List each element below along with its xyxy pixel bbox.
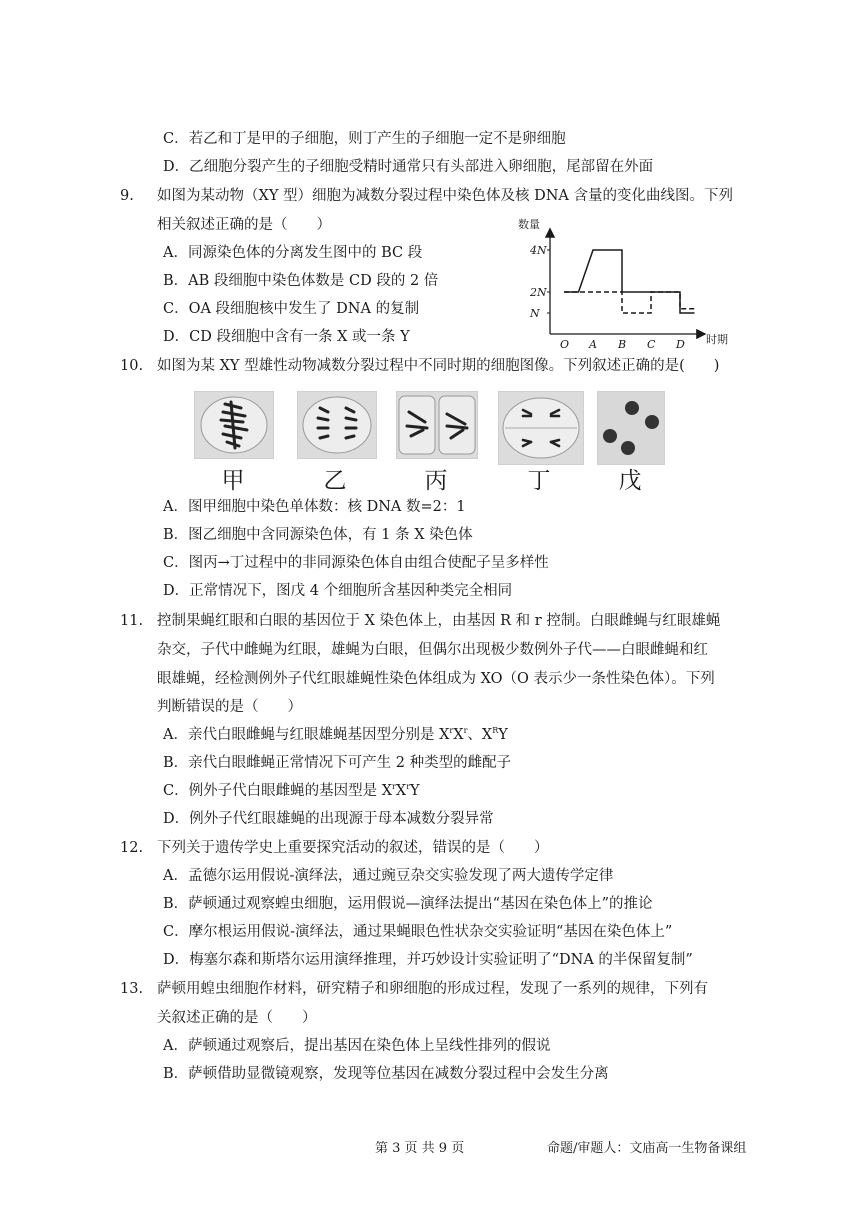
q9-number: 9. xyxy=(120,188,134,204)
cell-label-ding: 丁 xyxy=(527,468,551,494)
q9-stem-line1: 如图为某动物（XY 型）细胞为减数分裂过程中染色体及核 DNA 含量的变化曲线图。下列 xyxy=(157,188,734,204)
q10-option-d: D．正常情况下，图戊 4 个细胞所含基因种类完全相同 xyxy=(163,583,513,599)
q12-option-b: B．萨顿通过观察蝗虫细胞，运用假说—演绎法提出“基因在染色体上”的推论 xyxy=(163,896,653,912)
q13-option-b: B．萨顿借助显微镜观察，发现等位基因在减数分裂过程中会发生分离 xyxy=(163,1066,609,1082)
x-tick-label: B xyxy=(618,338,627,351)
q11-option-a xyxy=(163,725,508,745)
q9-stem-line2: 相关叙述正确的是（ ） xyxy=(157,217,331,233)
q12-option-d: D．梅塞尔森和斯塔尔运用演绎推理，并巧妙设计实验证明了“DNA 的半保留复制” xyxy=(163,952,693,968)
cell-label-yi: 乙 xyxy=(323,468,347,494)
page-number: 第 3 页 共 9 页 xyxy=(375,1141,465,1156)
x-tick-label: C xyxy=(647,338,656,351)
cell-image-jia xyxy=(194,391,274,459)
q9-option-a: A．同源染色体的分离发生图中的 BC 段 xyxy=(163,245,423,261)
y-tick-label: N xyxy=(530,307,540,320)
q13-option-a: A．萨顿通过观察后，提出基因在染色体上呈线性排列的假说 xyxy=(163,1038,551,1054)
y-tick-label: 4N xyxy=(530,244,547,257)
q11-line2: 杂交，子代中雌蝇为红眼，雄蝇为白眼，但偶尔出现极少数例外子代——白眼雌蝇和红 xyxy=(157,642,708,658)
q11-option-b: B．亲代白眼雌蝇正常情况下可产生 2 种类型的雌配子 xyxy=(163,755,512,771)
q10-number: 10. xyxy=(120,358,144,374)
cell-image-yi xyxy=(297,391,377,459)
q11-a-sup-3: R xyxy=(492,726,499,735)
x-tick-label: D xyxy=(676,338,685,351)
q11-c-text-1: C．例外子代白眼雌蝇的基因型是 X xyxy=(163,783,393,799)
q11-number: 11. xyxy=(120,613,144,629)
q8-option-c: C．若乙和丁是甲的子细胞，则丁产生的子细胞一定不是卵细胞 xyxy=(163,131,566,147)
q12-number: 12. xyxy=(120,840,144,856)
q11-a-text-2: X xyxy=(453,727,464,743)
q9-option-c: C．OA 段细胞核中发生了 DNA 的复制 xyxy=(163,301,420,317)
q11-a-sup-2: r xyxy=(463,726,468,735)
q11-a-text-1: A．亲代白眼雌蝇与红眼雄蝇基因型分别是 X xyxy=(163,727,450,743)
series-solid-line xyxy=(564,250,695,313)
cell-label-bing: 丙 xyxy=(424,468,448,494)
q9-option-b: B．AB 段细胞中染色体数是 CD 段的 2 倍 xyxy=(163,273,439,289)
q10-option-c: C．图丙→丁过程中的非同源染色体自由组合使配子呈多样性 xyxy=(163,555,549,571)
q11-line4: 判断错误的是（ ） xyxy=(157,699,302,715)
q12-stem: 下列关于遗传学史上重要探究活动的叙述，错误的是（ ） xyxy=(157,840,549,856)
q9-option-d: D．CD 段细胞中含有一条 X 或一条 Y xyxy=(163,329,410,345)
q11-a-text-3: 、X xyxy=(467,727,493,743)
dna-chromosome-chart xyxy=(508,212,738,352)
q13-line2: 关叙述正确的是（ ） xyxy=(157,1010,317,1026)
footer-author: 命题/审题人：文庙高一生物备课组 xyxy=(547,1141,747,1156)
q10-stem: 如图为某 XY 型雄性动物减数分裂过程中不同时期的细胞图像。下列叙述正确的是( ) xyxy=(157,358,720,374)
q13-line1: 萨顿用蝗虫细胞作材料，研究精子和卵细胞的形成过程，发现了一系列的规律，下列有 xyxy=(157,981,708,997)
cell-image-wu xyxy=(597,391,665,465)
q12-option-c: C．摩尔根运用假说-演绎法，通过果蝇眼色性状杂交实验证明“基因在染色体上” xyxy=(163,924,673,940)
q11-line1: 控制果蝇红眼和白眼的基因位于 X 染色体上，由基因 R 和 r 控制。白眼雌蝇与红眼雄蝇 xyxy=(157,613,721,629)
y-axis-label: 数量 xyxy=(518,218,540,231)
q11-option-c xyxy=(163,781,420,801)
q11-c-text-3: Y xyxy=(410,783,420,799)
q11-line3: 眼雄蝇，经检测例外子代红眼雄蝇性染色体组成为 XO（O 表示少一条性染色体）。下列 xyxy=(157,671,715,687)
q11-option-d: D．例外子代红眼雄蝇的出现源于母本减数分裂异常 xyxy=(163,811,494,827)
q11-c-text-2: X xyxy=(395,783,407,799)
x-axis-label: 时期 xyxy=(706,333,728,346)
q12-option-a: A．孟德尔运用假说-演绎法，通过豌豆杂交实验发现了两大遗传学定律 xyxy=(163,868,614,884)
q10-option-b: B．图乙细胞中含同源染色体，有 1 条 X 染色体 xyxy=(163,527,473,543)
q11-c-sup-1: r xyxy=(392,782,396,791)
q13-number: 13. xyxy=(120,981,144,997)
series-dashed-line xyxy=(564,292,695,313)
x-tick-label: O xyxy=(560,338,570,351)
x-tick-label: A xyxy=(589,338,597,351)
cell-label-jia: 甲 xyxy=(221,468,245,494)
q11-c-sup-2: r xyxy=(406,782,411,791)
q11-a-text-4: Y xyxy=(498,727,508,743)
q8-option-d: D．乙细胞分裂产生的子细胞受精时通常只有头部进入卵细胞，尾部留在外面 xyxy=(163,159,654,175)
q11-a-sup-1: r xyxy=(449,726,454,735)
cell-image-bing xyxy=(396,391,478,459)
cell-image-ding xyxy=(498,391,584,465)
y-tick-label: 2N xyxy=(530,286,547,299)
cell-label-wu: 戊 xyxy=(618,468,642,494)
q10-option-a: A．图甲细胞中染色单体数：核 DNA 数=2：1 xyxy=(163,499,466,515)
